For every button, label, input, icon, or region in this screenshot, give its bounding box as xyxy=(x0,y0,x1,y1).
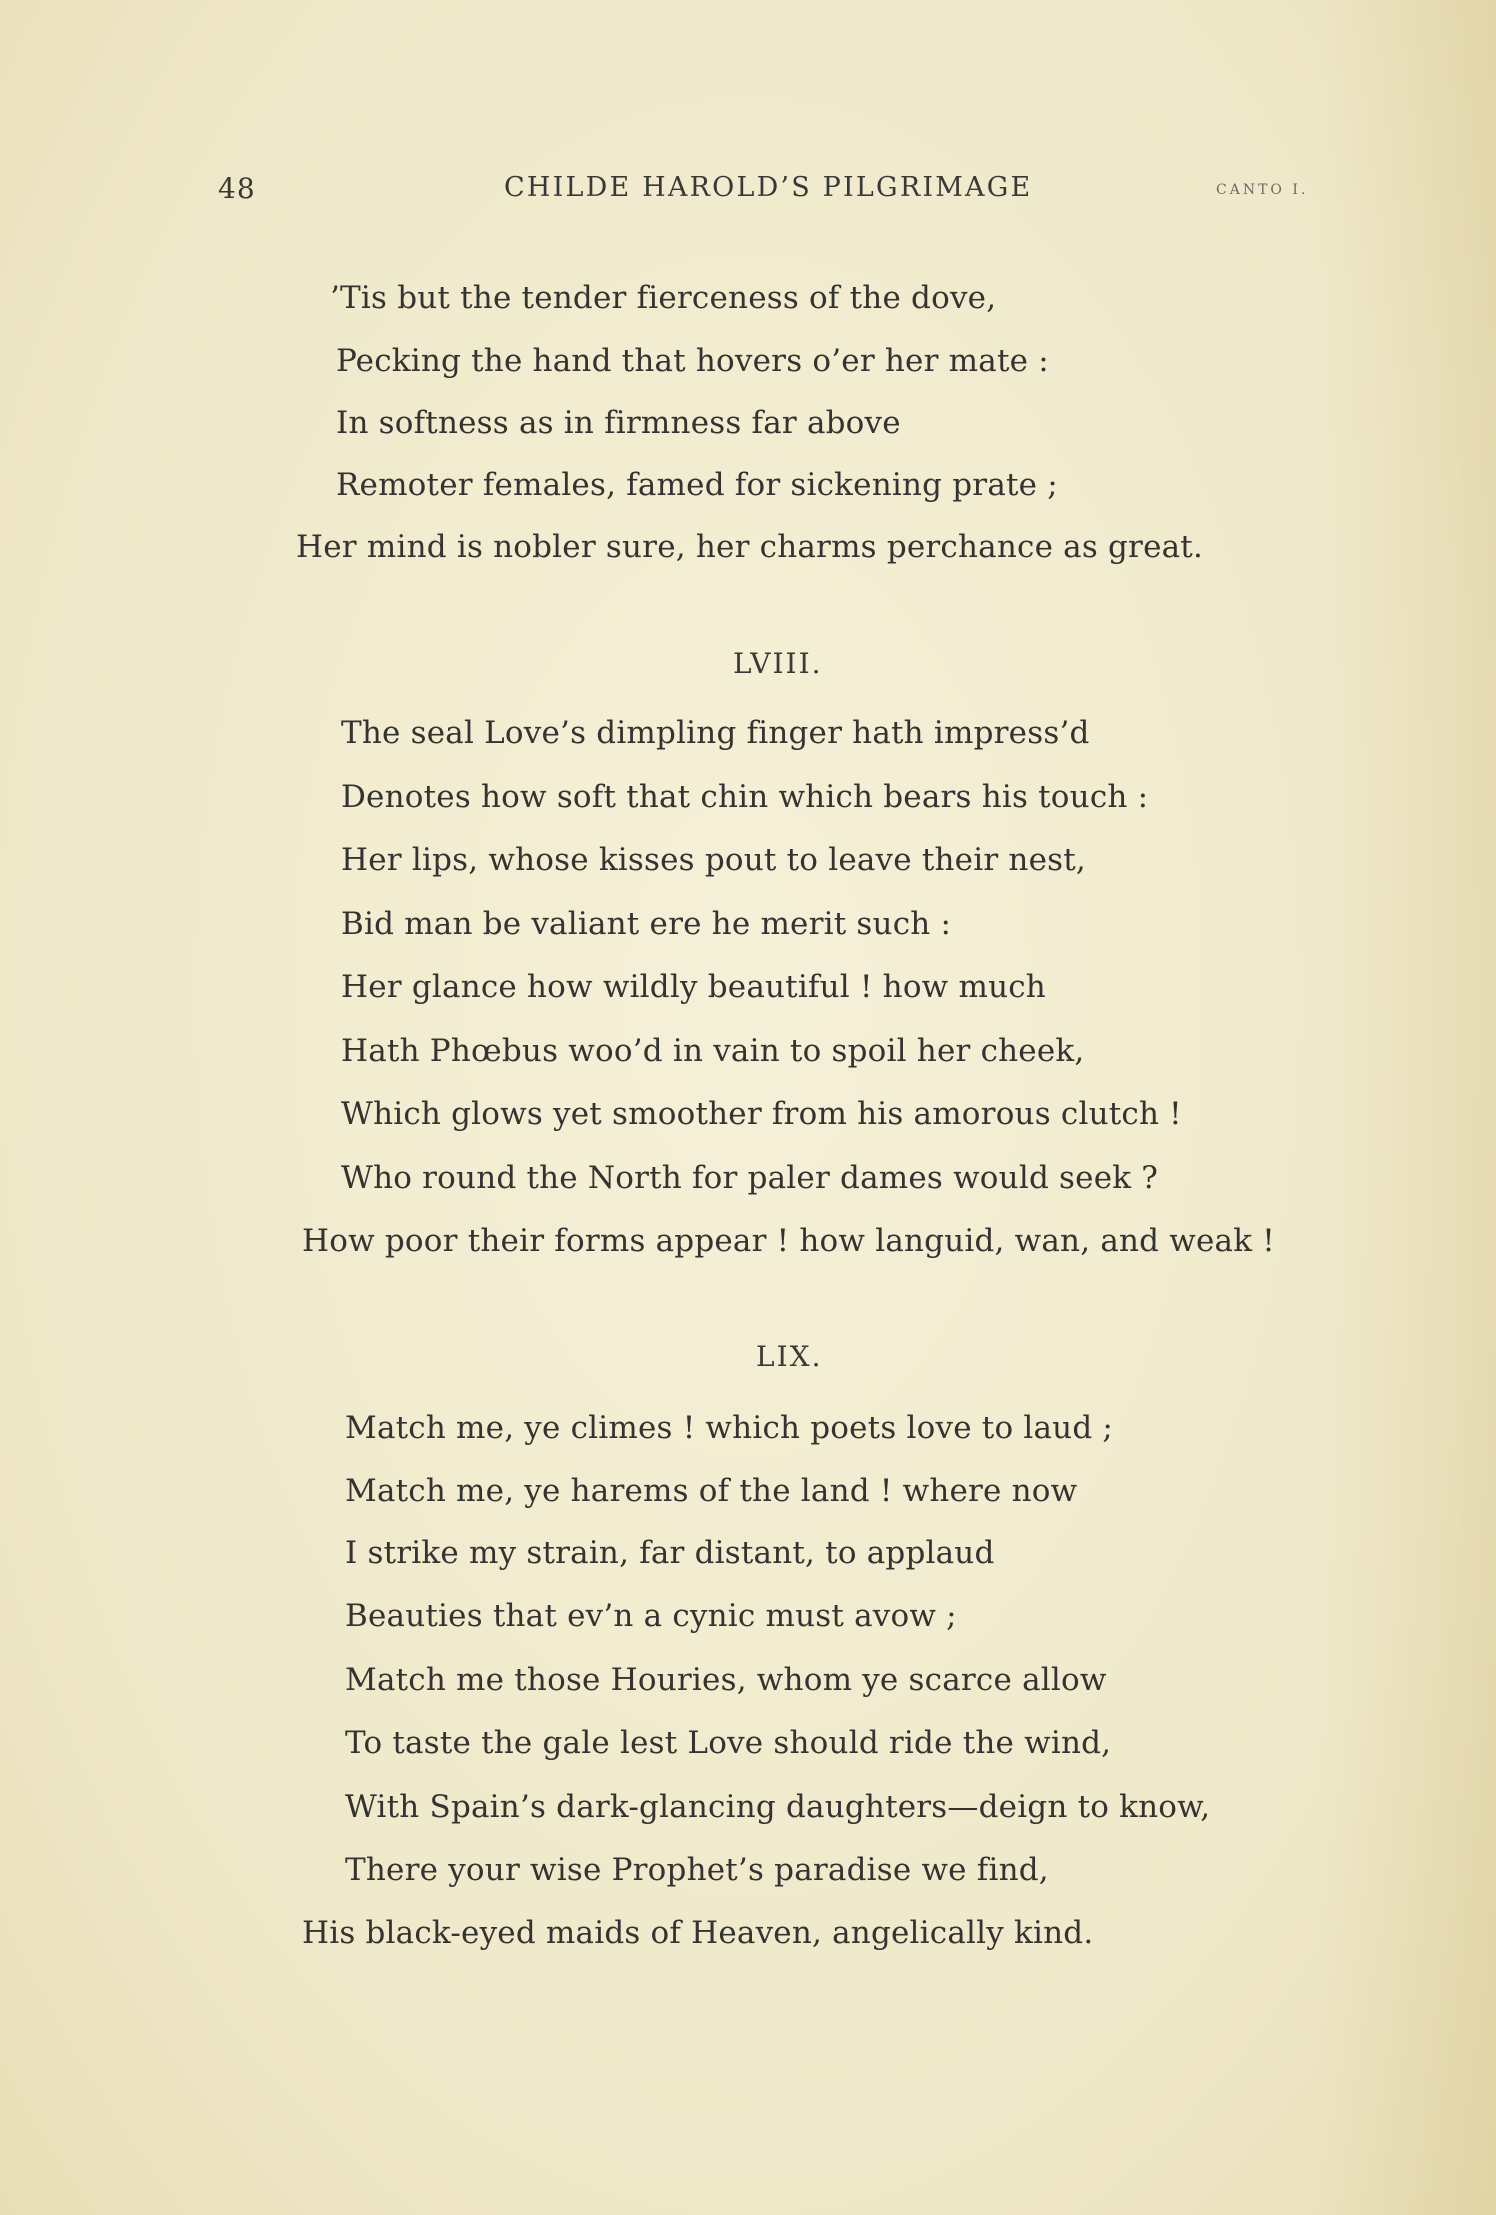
poem-line: Her lips, whose kisses pout to leave their nest, xyxy=(341,842,1086,878)
poem-line: Her mind is nobler sure, her charms perchance as great. xyxy=(296,529,1204,565)
running-title: CHILDE HAROLD’S PILGRIMAGE xyxy=(504,172,1033,203)
page-number: 48 xyxy=(218,172,256,205)
poem-line: How poor their forms appear ! how languid, wan, and weak ! xyxy=(302,1223,1275,1259)
poem-line: There your wise Prophet’s paradise we find, xyxy=(345,1852,1049,1888)
poem-line: Pecking the hand that hovers o’er her mate : xyxy=(336,343,1049,379)
stanza-number: LIX. xyxy=(756,1340,823,1373)
poem-line: Bid man be valiant ere he merit such : xyxy=(341,906,952,942)
poem-line: I strike my strain, far distant, to applaud xyxy=(345,1535,995,1571)
poem-line: Match me, ye harems of the land ! where now xyxy=(345,1473,1078,1509)
poem-line: Match me those Houries, whom ye scarce allow xyxy=(345,1662,1107,1698)
poem-line: Which glows yet smoother from his amorous clutch ! xyxy=(341,1096,1182,1132)
poem-line: Her glance how wildly beautiful ! how much xyxy=(341,969,1046,1005)
poem-line: In softness as in firmness far above xyxy=(336,405,901,441)
poem-line: With Spain’s dark-glancing daughters—deign to know, xyxy=(345,1789,1211,1825)
running-header xyxy=(0,172,1496,222)
poem-line: Hath Phœbus woo’d in vain to spoil her cheek, xyxy=(341,1033,1085,1069)
poem-line: Remoter females, famed for sickening prate ; xyxy=(336,467,1058,503)
poem-line: Match me, ye climes ! which poets love to laud ; xyxy=(345,1410,1114,1446)
poem-line: His black-eyed maids of Heaven, angelically kind. xyxy=(302,1915,1094,1951)
canto-label: CANTO I. xyxy=(1216,182,1309,198)
stanza-number: LVIII. xyxy=(733,647,823,680)
poem-line: ’Tis but the tender fierceness of the dove, xyxy=(330,280,997,316)
poem-line: Who round the North for paler dames would seek ? xyxy=(341,1160,1159,1196)
poem-line: To taste the gale lest Love should ride the wind, xyxy=(345,1725,1112,1761)
poem-line: Denotes how soft that chin which bears his touch : xyxy=(341,779,1149,815)
poem-line: The seal Love’s dimpling finger hath impress’d xyxy=(341,715,1090,751)
poem-line: Beauties that ev’n a cynic must avow ; xyxy=(345,1598,957,1634)
